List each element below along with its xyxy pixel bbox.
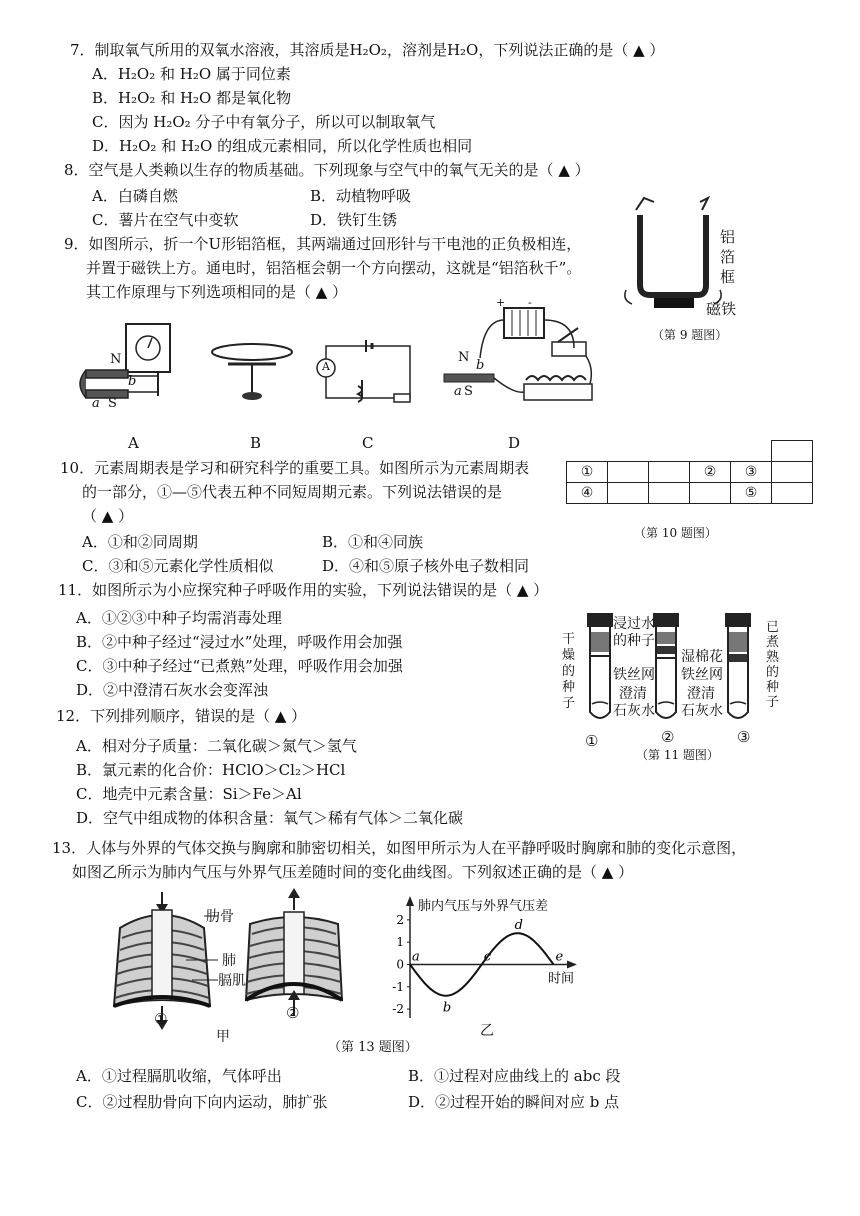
q9-caption: （第 9 题图） [652, 328, 728, 342]
q10-option-a: A．①和②同周期 [82, 533, 198, 551]
q11-label-soaked-seed: 浸过水 的种子 [613, 616, 655, 649]
q9-line-1: 9．如图所示，折一个U形铝箔框，其两端通过回形针与干电池的正负极相连， [64, 235, 582, 253]
q8-stem: 8．空气是人类赖以生存的物质基础。下列现象与空气中的氧气无关的是（ ▲ ） [64, 161, 590, 179]
q13-label-diaphragm: 膈肌 [218, 973, 246, 989]
q10-caption: （第 10 题图） [634, 526, 717, 540]
q11-label-lime-1: 澄清 石灰水 [613, 686, 655, 719]
q7-option-d: D．H₂O₂ 和 H₂O 的组成元素相同，所以化学性质也相同 [92, 137, 473, 155]
y-tick-label: 1 [396, 935, 404, 950]
q10-line-3: （ ▲ ） [82, 507, 134, 525]
point-label-c: c [483, 949, 492, 965]
chart-ylabel: 肺内气压与外界气压差 [418, 899, 549, 914]
q10-periodic-table [566, 440, 813, 504]
q9-choice-b-letter: B [250, 434, 262, 452]
q11-option-b: B．②中种子经过“浸过水”处理，呼吸作用会加强 [76, 633, 403, 651]
cell-2: ② [690, 462, 731, 483]
q13-line-2: 如图乙所示为肺内气压与外界气压差随时间的变化曲线图。下列叙述正确的是（ ▲ ） [72, 863, 634, 881]
q9-choice-c-figure [318, 338, 418, 410]
y-axis-arrow [406, 896, 414, 906]
cell-3: ③ [731, 462, 772, 483]
y-tick-label: 2 [396, 912, 404, 927]
q11-option-c: C．③中种子经过“已煮熟”处理，呼吸作用会加强 [76, 657, 403, 675]
point-label-e: e [555, 949, 564, 965]
q10-option-c: C．③和⑤元素化学性质相似 [82, 557, 274, 575]
q7-option-a: A．H₂O₂ 和 H₂O 属于同位素 [92, 65, 291, 83]
y-tick-label: -1 [392, 979, 404, 994]
q9-label-magnet: 磁铁 [706, 300, 737, 318]
q7-option-b: B．H₂O₂ 和 H₂O 都是氧化物 [92, 89, 292, 107]
q9-d-label-b: b [476, 358, 485, 373]
q13-option-c: C．②过程肋骨向下向内运动，肺扩张 [76, 1093, 328, 1111]
q8-option-d: D．铁钉生锈 [310, 211, 398, 229]
q11-option-d: D．②中澄清石灰水会变浑浊 [76, 681, 269, 699]
q9-line-2: 并置于磁铁上方。通电时，铝箔框会朝一个方向摆动，这就是“铝箔秋千”。 [86, 259, 582, 277]
q9-d-plus: + [496, 296, 506, 309]
q9-d-label-a: a [454, 384, 462, 399]
q13-option-b: B．①过程对应曲线上的 abc 段 [408, 1067, 621, 1085]
q11-label-mesh-1: 铁丝网 [613, 667, 655, 683]
q11-tube-2: ② [661, 728, 675, 746]
q12-stem: 12．下列排列顺序，错误的是（ ▲ ） [56, 707, 307, 725]
chart-xlabel: 时间 [548, 971, 575, 987]
q7-stem: 7．制取氧气所用的双氧水溶液，其溶质是H₂O₂，溶剂是H₂O，下列说法正确的是（ ▲ ） [70, 41, 665, 59]
q8-option-a: A．白磷自燃 [92, 187, 178, 205]
q8-option-b: B．动植物呼吸 [310, 187, 412, 205]
q10-option-b: B．①和④同族 [322, 533, 424, 551]
q12-option-c: C．地壳中元素含量：Si＞Fe＞Al [76, 785, 302, 803]
q11-label-mesh-2: 铁丝网 [681, 667, 723, 683]
q13-process-1: ① [154, 1010, 168, 1028]
q9-choice-c-letter: C [362, 434, 374, 452]
q12-option-d: D．空气中组成物的体积含量：氧气＞稀有气体＞二氧化碳 [76, 809, 464, 827]
q9-label-bo: 箔 [720, 248, 736, 266]
q9-choice-b-figure [208, 336, 298, 406]
q9-a-pole-s: S [108, 396, 117, 411]
y-tick-label: 0 [396, 957, 404, 972]
q13-label-lung: 肺 [222, 953, 236, 969]
q8-option-c: C．薯片在空气中变软 [92, 211, 239, 229]
q11-option-a: A．①②③中种子均需消毒处理 [76, 609, 282, 627]
q13-label-jia: 甲 [216, 1029, 230, 1045]
q10-line-2: 的一部分，①—⑤代表五种不同短周期元素。下列说法错误的是 [82, 483, 503, 501]
q9-label-kuang: 框 [720, 268, 736, 286]
q9-choice-d-letter: D [508, 434, 521, 452]
cell-1: ① [567, 462, 608, 483]
q9-label-lv: 铝 [720, 228, 736, 246]
point-label-a: a [412, 949, 420, 965]
q9-a-label-a: a [92, 396, 100, 411]
point-label-d: d [514, 918, 523, 934]
q9-a-label-b: b [128, 374, 137, 389]
q9-d-pole-s: S [464, 384, 473, 399]
q11-caption: （第 11 题图） [636, 748, 719, 762]
q13-process-2: ② [286, 1004, 300, 1022]
q9-choice-a-letter: A [128, 434, 139, 452]
q9-d-pole-n: N [458, 350, 470, 365]
q13-label-yi: 乙 [480, 1023, 494, 1039]
q13-pressure-chart [360, 890, 600, 1030]
x-axis-arrow [567, 960, 577, 968]
q10-line-1: 10．元素周期表是学习和研究科学的重要工具。如图所示为元素周期表 [60, 459, 530, 477]
q9-d-minus: - [528, 296, 532, 309]
q11-tube-3: ③ [737, 728, 751, 746]
point-label-b: b [442, 1000, 452, 1016]
q11-stem: 11．如图所示为小应探究种子呼吸作用的实验，下列说法错误的是（ ▲ ） [58, 581, 549, 599]
q12-option-b: B．氯元素的化合价：HClO＞Cl₂＞HCl [76, 761, 346, 779]
q9-a-pole-n: N [110, 352, 122, 367]
q11-tube-1: ① [585, 732, 599, 750]
q7-option-c: C．因为 H₂O₂ 分子中有氧分子，所以可以制取氧气 [92, 113, 436, 131]
q10-option-d: D．④和⑤原子核外电子数相同 [322, 557, 530, 575]
q13-option-d: D．②过程开始的瞬间对应 b 点 [408, 1093, 620, 1111]
q11-label-cooked-seed: 已 煮 熟 的 种 子 [766, 620, 780, 710]
q11-label-lime-2: 澄清 石灰水 [681, 686, 723, 719]
q11-label-cotton: 湿棉花 [681, 649, 723, 665]
q11-label-dry-seed: 干 燥 的 种 子 [562, 632, 576, 711]
q9-foil-swing-figure [620, 190, 720, 310]
q13-option-a: A．①过程膈肌收缩，气体呼出 [76, 1067, 282, 1085]
q9-line-3: 其工作原理与下列选项相同的是（ ▲ ） [86, 283, 348, 301]
q12-option-a: A．相对分子质量：二氧化碳＞氮气＞氢气 [76, 737, 357, 755]
q13-line-1: 13．人体与外界的气体交换与胸廓和肺密切相关，如图甲所示为人在平静呼吸时胸廓和肺的变化示意图， [52, 839, 747, 857]
cell-5: ⑤ [731, 483, 772, 504]
q11-test-tubes-figure [580, 612, 780, 730]
q9-c-ammeter-symbol: A [322, 360, 330, 373]
q13-label-rib: 肋骨 [206, 909, 234, 925]
cell-4: ④ [567, 483, 608, 504]
y-tick-label: -2 [392, 1002, 404, 1017]
q13-caption: （第 13 题图） [328, 1040, 418, 1055]
